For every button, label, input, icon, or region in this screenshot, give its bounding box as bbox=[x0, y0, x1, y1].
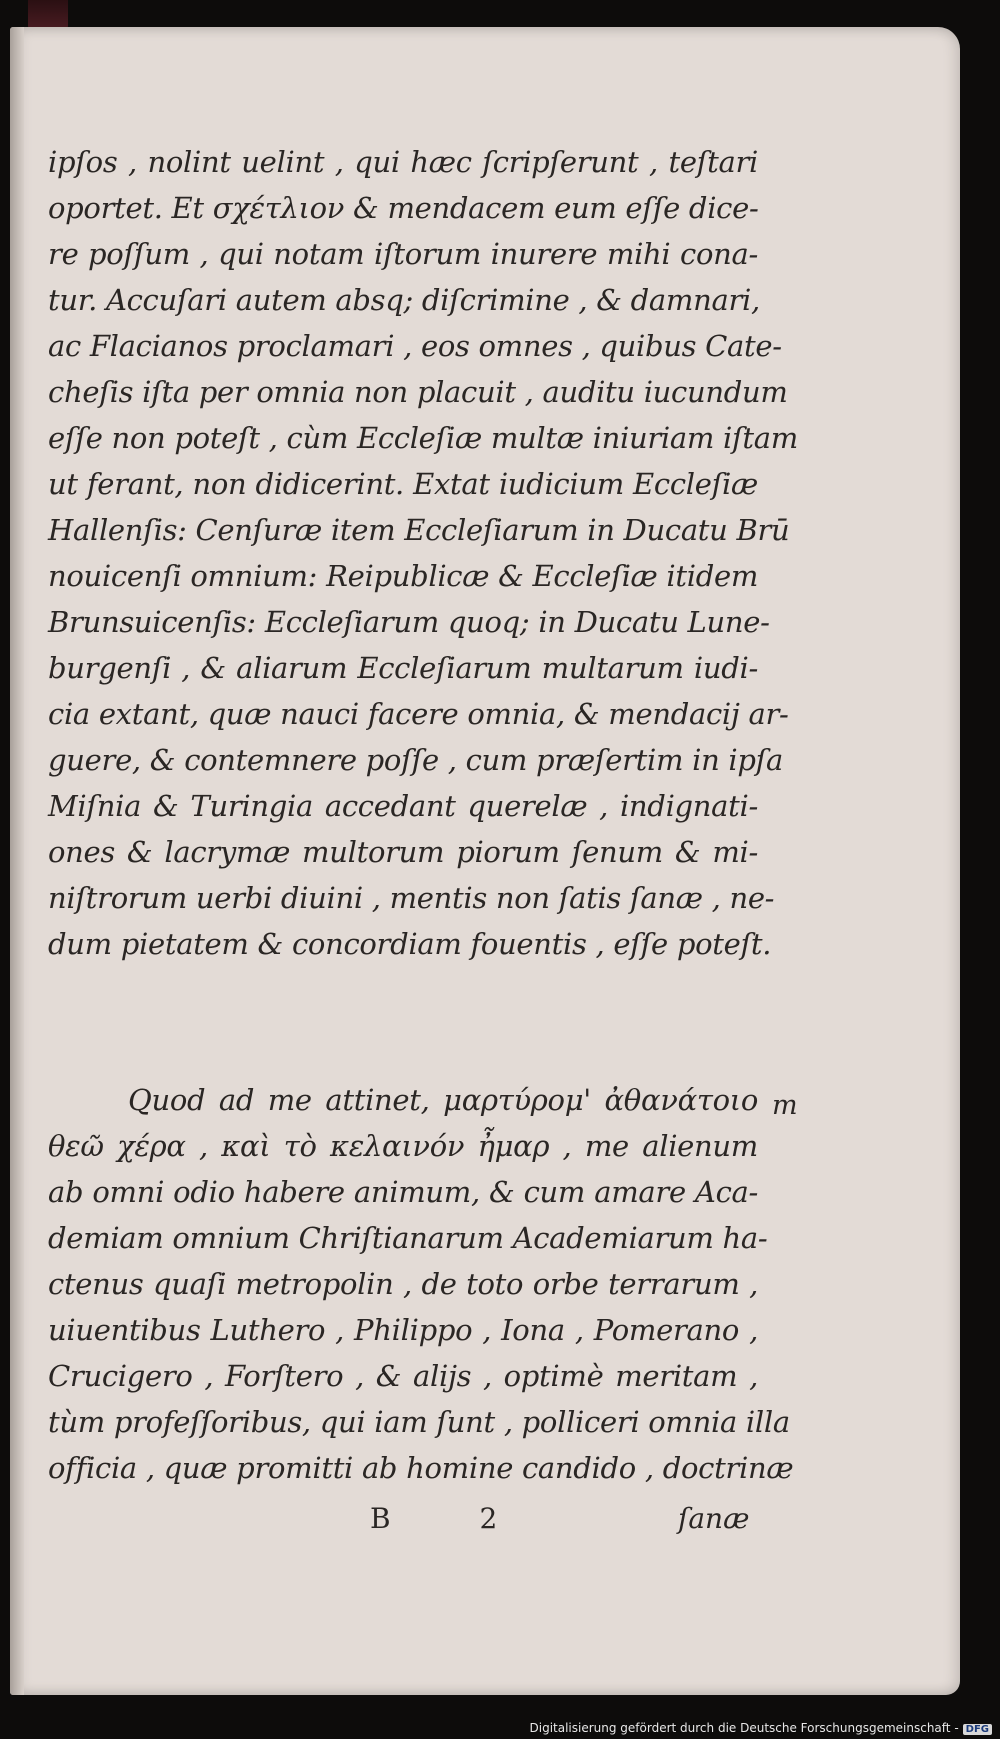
page-gutter bbox=[10, 27, 24, 1695]
text-line: burgenſi , & aliarum Eccleſiarum multarum iudi- bbox=[48, 651, 758, 685]
book-page bbox=[10, 27, 960, 1695]
footer-credit bbox=[530, 1721, 993, 1735]
text-line: ac Flacianos proclamari , eos omnes , quibus Cate- bbox=[48, 329, 782, 363]
text-line: ones & lacrymæ multorum piorum ſenum & mi- bbox=[48, 835, 758, 869]
text-line: dum pietatem & concordiam fouentis , eſſe poteſt. bbox=[48, 927, 772, 961]
text-line: officia , quæ promitti ab homine candido , doctrinæ bbox=[48, 1451, 794, 1485]
text-line: tùm profeſſoribus, qui iam ſunt , polliceri omnia illa bbox=[48, 1405, 790, 1439]
text-line: Miſnia & Turingia accedant querelæ , indignati- bbox=[48, 789, 758, 823]
text-line: demiam omnium Chriſtianarum Academiarum ha- bbox=[48, 1221, 768, 1255]
text-line: ab omni odio habere animum, & cum amare Aca- bbox=[48, 1175, 758, 1209]
text-line: cia extant, quæ nauci facere omnia, & mendacij ar- bbox=[48, 697, 789, 731]
text-line: re poſſum , qui notam iſtorum inurere mihi cona- bbox=[48, 237, 758, 271]
text-line: eſſe non poteſt , cùm Eccleſiæ multæ iniuriam iſtam bbox=[48, 421, 798, 455]
text-line: cheſis iſta per omnia non placuit , auditu iucundum bbox=[48, 375, 788, 409]
footer-text: Digitalisierung gefördert durch die Deutsche Forschungsgemeinschaft - bbox=[529, 1721, 959, 1735]
signature-mark: B 2 bbox=[370, 1502, 538, 1535]
dfg-logo: DFG bbox=[963, 1724, 992, 1735]
paragraph-1 bbox=[48, 139, 798, 967]
catchword: ſanæ bbox=[678, 1502, 750, 1535]
text-line: Crucigero , Forſtero , & alijs , optimè meritam , bbox=[48, 1359, 758, 1393]
text-line: ut ferant, non didicerint. Extat iudicium Eccleſiæ bbox=[48, 467, 758, 501]
text-line: ipſos , nolint uelint , qui hæc ſcripſerunt , teſtari bbox=[48, 145, 758, 179]
text-line: Brunsuicenſis: Eccleſiarum quoq; in Ducatu Lune- bbox=[48, 605, 770, 639]
text-line: oportet. Et σχέτλιον & mendacem eum eſſe dice- bbox=[48, 191, 759, 225]
text-line: Quod ad me attinet, μαρτύρομ' ἀθανάτοιο bbox=[128, 1083, 758, 1117]
text-line: ctenus quaſi metropolin , de toto orbe terrarum , bbox=[48, 1267, 758, 1301]
text-line: tur. Accuſari autem absq; diſcrimine , & damnari, bbox=[48, 283, 760, 317]
text-line: Hallenſis: Cenſuræ item Eccleſiarum in Ducatu Brū bbox=[48, 513, 790, 547]
marginal-note: m bbox=[772, 1090, 798, 1121]
text-line: guere, & contemnere poſſe , cum præſertim in ipſa bbox=[48, 743, 784, 777]
text-line: θεῶ χέρα , καὶ τὸ κελαινόν ἦμαρ , me alienum bbox=[48, 1129, 758, 1163]
text-line: niſtrorum uerbi diuini , mentis non ſatis ſanæ , ne- bbox=[48, 881, 775, 915]
paragraph-2 bbox=[48, 1077, 794, 1491]
text-line: nouicenſi omnium: Reipublicæ & Eccleſiæ itidem bbox=[48, 559, 759, 593]
text-line: uiuentibus Luthero , Philippo , Iona , Pomerano , bbox=[48, 1313, 758, 1347]
bookmark-ribbon bbox=[28, 0, 68, 30]
